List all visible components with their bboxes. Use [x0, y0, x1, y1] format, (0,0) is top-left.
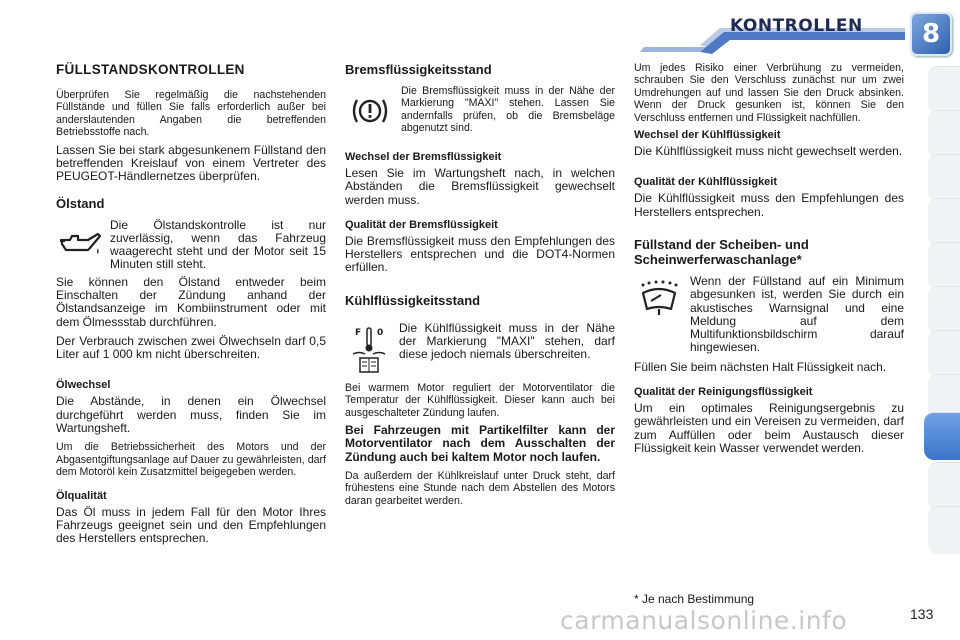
brake-warning-icon [345, 85, 395, 137]
particle-filter-warning: Bei Fahrzeugen mit Partikelfilter kann der Motorventilator nach dem Ausschalten der Zündung auch bei kaltem Motor noch laufen. [345, 423, 615, 464]
oil-level-note: Die Ölstandskontrolle ist nur zuverlässig, wenn das Fahrzeug waagerecht steht und der Motor seit 15 Minuten still steht. [110, 217, 326, 272]
chapter-number-badge: 8 [910, 12, 952, 56]
oil-quality-heading: Ölqualität [56, 489, 107, 502]
coolant-level-heading: Kühlflüssigkeitsstand [345, 292, 481, 308]
chapter-tabs [928, 66, 960, 576]
coolant-temperature-icon [345, 322, 393, 378]
coolant-pressure-text: Da außerdem der Kühlkreislauf unter Druck steht, darf frühestens eine Stunde nach dem Abstellen des Motors daran gearbeitet werden. [345, 469, 615, 507]
chapter-tab-active[interactable] [924, 412, 960, 460]
washer-refill-text: Füllen Sie beim nächsten Halt Flüssigkeit nach. [634, 359, 887, 374]
watermark: carmanualsonline.info [560, 606, 848, 635]
coolant-quality-heading: Qualität der Kühlflüssigkeit [634, 176, 778, 189]
scald-risk-text: Um jedes Risiko einer Verbrühung zu vermeiden, schrauben Sie den Verschluss zunächst nur um zwei Umdrehungen auf und lassen Sie den Druck absinken. Wenn der Druck gesunken ist, können Sie den Verschluss entfernen und Flüssigkeit nachfüllen. [634, 62, 904, 124]
windscreen-washer-icon [634, 275, 684, 323]
brake-change-text: Lesen Sie im Wartungsheft nach, in welchen Abständen die Bremsflüssigkeit gewechselt werden muss. [345, 166, 615, 207]
oil-can-icon [56, 219, 104, 271]
chapter-title: KONTROLLEN [730, 16, 863, 36]
brake-fluid-heading: Bremsflüssigkeitsstand [345, 62, 492, 77]
coolant-change-heading: Wechsel der Kühlflüssigkeit [634, 129, 781, 142]
cleaning-fluid-text: Um ein optimales Reinigungsergebnis zu gewährleisten und ein Vereisen zu vermeiden, darf zum Auffüllen oder beim Austausch dieser Flüssigkeit kein Wasser verwendet werden. [634, 401, 904, 455]
column-3 [634, 62, 904, 461]
washer-level-note: Wenn der Füllstand auf ein Minimum abgesunken ist, werden Sie durch ein akustisches Warnsignal und eine Meldung auf dem Multifunktionsbildschirm darauf hingewiesen. [690, 273, 904, 355]
brake-quality-heading: Qualität der Bremsflüssigkeit [345, 218, 498, 231]
coolant-change-text: Die Kühlflüssigkeit muss nicht gewechselt werden. [634, 144, 903, 159]
svg-text:0: 0 [377, 327, 384, 338]
column-2 [345, 62, 615, 512]
chapter-tab[interactable] [928, 110, 960, 158]
column-1 [56, 62, 326, 551]
oil-level-text-2: Der Verbrauch zwischen zwei Ölwechseln darf 0,5 Liter auf 1 000 km nicht überschreiten. [56, 333, 326, 362]
intro-text: Überprüfen Sie regelmäßig die nachstehenden Füllstände und füllen Sie falls erforderlich außer bei anderslautenden Angaben die betreffenden Betriebsstoffe nach. [56, 89, 326, 139]
page-number: 133 [910, 606, 934, 622]
intro-text-2: Lassen Sie bei stark abgesunkenem Füllstand den betreffenden Kreislauf von einem Vertreter des PEUGEOT-Händlernetzes überprüfen. [56, 142, 326, 184]
chapter-tab[interactable] [928, 462, 960, 510]
chapter-tab[interactable] [928, 242, 960, 290]
brake-change-heading: Wechsel der Bremsflüssigkeit [345, 151, 502, 163]
chapter-tab[interactable] [928, 286, 960, 334]
chapter-tab[interactable] [928, 198, 960, 246]
chapter-tab[interactable] [928, 66, 960, 114]
brake-quality-text: Die Bremsflüssigkeit muss den Empfehlungen des Herstellers entsprechen und die DOT4-Normen erfüllen. [345, 233, 615, 275]
page-title: FÜLLSTANDSKONTROLLEN [56, 62, 245, 77]
cleaning-fluid-heading: Qualität der Reinigungsflüssigkeit [634, 386, 813, 398]
footnote: * Je nach Bestimmung [634, 592, 755, 606]
chapter-tab[interactable] [928, 154, 960, 202]
oil-level-heading: Ölstand [56, 195, 105, 211]
chapter-tab[interactable] [928, 330, 960, 378]
oil-level-text-1: Sie können den Ölstand entweder beim Einschalten der Zündung anhand der Ölstandsanzeige im Kombiinstrument oder mit dem Ölmessstab durchführen. [56, 274, 326, 329]
oil-change-text-2: Um die Betriebssicherheit des Motors und der Abgasentgiftungsanlage auf Dauer zu gewährleisten, darf dem Motoröl kein Zusatzmittel beigegeben werden. [56, 441, 326, 479]
chapter-tab[interactable] [928, 506, 960, 554]
coolant-fan-text: Bei warmem Motor reguliert der Motorventilator die Temperatur der Kühlflüssigkeit. Dieser kann auch bei ausgeschalteter Zündung laufen. [345, 381, 615, 419]
washer-level-heading: Füllstand der Scheiben- und Scheinwerferwaschanlage* [634, 236, 809, 267]
svg-text:F: F [355, 327, 362, 338]
brake-fluid-note: Die Bremsflüssigkeit muss in der Nähe der Markierung "MAXI" stehen. Lassen Sie andernfalls prüfen, ob die Bremsbeläge abgenutzt sind. [401, 85, 615, 135]
coolant-quality-text: Die Kühlflüssigkeit muss den Empfehlungen des Herstellers entsprechen. [634, 191, 904, 219]
coolant-level-note: Die Kühlflüssigkeit muss in der Nähe der Markierung "MAXI" stehen, darf diese jedoch niemals überschreiten. [399, 320, 615, 362]
oil-change-heading: Ölwechsel [56, 379, 111, 392]
oil-change-text-1: Die Abstände, in denen ein Ölwechsel durchgeführt werden muss, finden Sie im Wartungsheft. [56, 394, 326, 436]
oil-quality-text: Das Öl muss in jedem Fall für den Motor Ihres Fahrzeugs geeignet sein und den Empfehlungen des Herstellers entsprechen. [56, 504, 326, 546]
